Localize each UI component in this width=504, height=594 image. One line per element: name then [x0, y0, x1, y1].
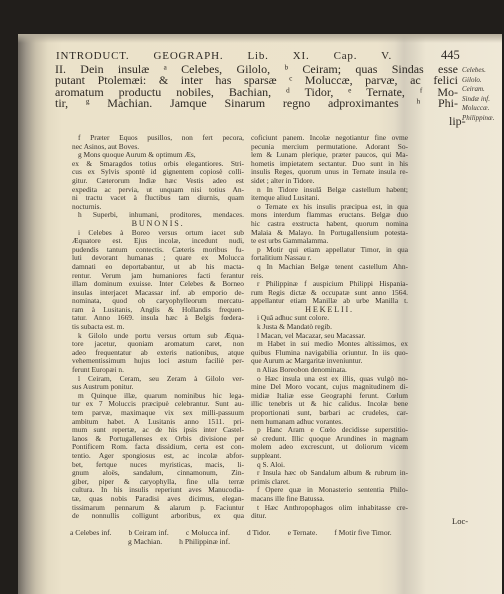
commentary-line: tem parvæ, maximaque vix sex milli-passuum: [72, 409, 244, 417]
commentary-line: que Aurum ac Margaritæ inveniuntur.: [251, 357, 363, 366]
commentary-left-column: [72, 134, 244, 521]
main-text: [55, 64, 458, 110]
commentary-line: r Philippinæ f auspicium Philippi Hispania-: [257, 280, 408, 289]
commentary-line: mons interdum flammas eructans. Belgæ duo: [251, 211, 408, 220]
main-text-line: putant Ptolemæi: & inter has sparsæ ᶜ Moluccæ, parvæ, ac felici: [55, 75, 458, 88]
commentary-line: pudendis tantum contectis. Cæteris moribus fu-: [72, 245, 244, 254]
commentary-line: sidet ; alter in Tidore.: [251, 176, 315, 185]
commentary-line: cus ex Sylvis spontè id gignentem copiosè colli-: [72, 168, 244, 177]
commentary-line: coficiunt panem. Incolæ negotiantur fine ovme: [251, 134, 408, 142]
commentary-line: fortalitium Nassau r.: [251, 254, 312, 263]
commentary-line: tur ex 7 Moluccis præcipuè celebrantur. Sunt au-: [72, 400, 244, 409]
commentary-line: te est urbs Gammalamma.: [251, 237, 329, 246]
commentary-line: lanos & Portugallenses ex Orbis divisione per: [72, 434, 244, 443]
commentary-line: illam dominum exuisse. Inter Celebes & Borneo: [72, 280, 244, 289]
commentary-line: proportionati sunt, barbari ac crudeles, car-: [251, 409, 408, 417]
commentary-line: o Hæc insula una est ex illis, quas vulgò no-: [257, 374, 408, 383]
commentary-line: pecunia mercium permutatione. Adorant So-: [251, 142, 408, 151]
margin-note: Philippinæ.: [462, 113, 495, 122]
commentary-line: ex & Smaragdos totius orbis elegantiores. Stri-: [72, 159, 244, 168]
commentary-line: l Ceiram, Ceram, seu Zeram à Gilolo ver-: [78, 374, 244, 383]
commentary-line: adeo frequentatur ab exteris nationibus, atque: [72, 348, 244, 357]
commentary-line: vehementissimum hujus loci æstum faciliè per-: [72, 357, 244, 366]
commentary-line: ram à Lusitanis, Anglis & Hollandis frequen-: [72, 305, 244, 314]
page-number: 445: [441, 48, 460, 62]
commentary-line: tatur. Anno 1669. insula hæc à Belgis fœdera-: [72, 314, 244, 323]
commentary-line: gitur. Cæterorum Indiæ hæc Vestis adeo est: [72, 176, 244, 185]
footnote: a Celebes inf.: [70, 528, 112, 537]
margin-note: Moluccæ.: [462, 104, 490, 112]
commentary-line: p Motir qui etiam appellatur Timor, in qua: [257, 245, 408, 254]
footnote: d Tidor.: [246, 528, 271, 537]
commentary-line: Malaia & Malayo. In Portugallensium potesta-: [251, 228, 408, 237]
commentary-line: primis claret.: [251, 477, 290, 486]
commentary-line: p Hanc Aram e Cœlo decidisse superstitio-: [257, 426, 408, 435]
commentary-line: luti devorant humanas ; quare ex Molucca: [72, 254, 244, 263]
commentary-line: n In Tidore insulâ Belgæ castellum habent;: [257, 185, 408, 194]
commentary-line: appellantur etiam Manillæ ab urbe Manilla t.: [251, 297, 408, 306]
commentary-line: mine Del Moro vocant, cujus magnitudinem di-: [251, 383, 408, 392]
main-text-line: tir, ᵍ Machian. Jamque Sinarum regno adproximantes ʰ Phi-: [55, 98, 458, 111]
commentary-line: sus Austrum ponitur.: [72, 383, 134, 392]
footnote-row: [128, 537, 247, 546]
commentary-line: m Quinque illæ, quarum nominibus hic lega-: [78, 391, 244, 400]
main-text-line: aromatum productu nobiles, Bachian, ᵈ Tidor, ᵉ Ternate, ᶠ Mo-: [55, 86, 458, 99]
commentary-line: hic castra exstructa habent, quorum nomina: [251, 219, 408, 228]
commentary-line: illic tenebris ut & hic calidus. Incolæ bene: [251, 400, 408, 409]
commentary-line: ambitum habet. A Lusitanis anno 1511. pri-: [72, 417, 244, 426]
commentary-line: midiæ Italiæ esse Geographi ferunt. Cœlum: [251, 391, 408, 400]
commentary-line: mum sunt repertæ, ac de his ipsis inter Castel-: [72, 426, 244, 435]
commentary-line: damnati eo deportabantur, ut ab his macta-: [72, 262, 244, 271]
commentary-right-column: [251, 134, 408, 521]
margin-notes: [462, 66, 502, 123]
commentary-line: molem adeo excrescunt, ut doliorum vicem: [251, 443, 408, 452]
commentary-line: n Alias Boreobon denominata.: [257, 366, 347, 375]
margin-note: Gilolo.: [462, 75, 482, 84]
footnote-row: [70, 528, 409, 537]
footnote: b Ceiram inf.: [128, 528, 169, 537]
commentary-line: reis.: [251, 271, 264, 280]
commentary-line: o Ternate ex his insulis præcipua est, in qua: [257, 202, 408, 211]
commentary-line: lem & Lunam plerique, præter paucos, qui Ma-: [251, 151, 408, 160]
commentary-line: nec Asinos, aut Boves.: [72, 142, 140, 151]
commentary-line: rentur. Verum jam humaniores facti ferantur: [72, 271, 244, 280]
running-head: INTRODUCT. GEOGRAPH. Lib. XI. Cap. V.: [56, 50, 392, 62]
footnote: f Motir five Timor.: [334, 528, 392, 537]
commentary-line: cultura. In his insulis reperiunt aves Manucodia-: [72, 486, 244, 495]
commentary-line: expedita ac pervia, ut unquam nisi totius An-: [72, 185, 244, 194]
catchword: Loc-: [452, 516, 469, 526]
commentary-line: tæ, quas nobis Paradisi aves dicimus, elegan-: [72, 494, 244, 503]
commentary-line: k Justa & Mandatò regib.: [257, 323, 332, 332]
commentary-line: hometis impietatem sectantur. Duo sunt in his: [251, 159, 408, 168]
commentary-line: i Quâ adhuc sunt colore.: [257, 314, 330, 323]
commentary-line: f Præter Equos pusillos, non fert pecora,: [78, 134, 244, 142]
margin-note: Ceiram.: [462, 85, 485, 93]
section-heading: BUNONIS.: [131, 219, 185, 228]
footnote: h Philippinæ inf.: [179, 537, 231, 546]
main-text-line: II. Dein insulæ ᵃ Celebes, Gilolo, ᵇ Ceiram; quas Sindas esse: [55, 64, 458, 76]
commentary-line: itemque aliud Lusitani.: [251, 194, 320, 203]
commentary-line: rum Regis dictæ & occupatæ sunt anno 1564.: [251, 288, 408, 297]
commentary-line: g Mons quoque Aurum & optimum Æs,: [78, 151, 196, 160]
commentary-line: ditur.: [251, 512, 267, 521]
margin-note: Celebes.: [462, 66, 486, 74]
commentary-line: nem humanam adhuc vorantes.: [251, 417, 343, 426]
footnote: c Molucca inf.: [185, 528, 230, 537]
section-heading: HEKELII.: [305, 305, 354, 314]
commentary-line: gnum aloës, sandalum, cinnamonum, Zin-: [72, 469, 244, 478]
commentary-line: i Celebes à Boreo versus ortum iacet sub: [78, 228, 244, 237]
commentary-line: de nonnullis colligunt arboribus, ex qua: [72, 512, 244, 521]
commentary-line: ni tractu vacet à fluctibus tam diurnis, quam: [72, 194, 244, 203]
commentary-line: q S. Aloi.: [257, 460, 285, 469]
footnote: e Ternate.: [287, 528, 318, 537]
commentary-line: suppleant.: [251, 451, 282, 460]
margin-note: Sindæ inf.: [462, 94, 491, 103]
commentary-line: nominata, quod ob caryophylleorum mercatu-: [72, 297, 244, 306]
commentary-line: ferunt Europæi n.: [72, 366, 124, 375]
commentary-line: insulis Reges, quorum unus in Ternate insula re-: [251, 168, 408, 177]
commentary-line: m Habet in sui medio Montes altissimos, ex: [257, 340, 408, 349]
commentary-line: bet, fertque nuces myristicas, macis, li-: [72, 460, 244, 469]
commentary-line: tore jacetur, quoniam aromatum caret, non: [72, 340, 244, 349]
commentary-line: l Macan, vel Macazar, seu Macassar.: [257, 331, 366, 340]
commentary-line: sè credunt. Illic quoque Arundines in magnam: [251, 434, 408, 443]
commentary-line: macans ille fine Batussa.: [251, 494, 325, 503]
commentary-line: r Insula hæc ob Sandalum album & rubrum in-: [257, 469, 408, 478]
commentary-line: Pontificem Rom. facta dissidium, certa est con-: [72, 443, 244, 452]
commentary-line: q In Machian Belgæ tenent castellum Ahn-: [257, 262, 408, 271]
commentary-line: Æquatore est. Ejus incolæ, incedunt nudi,: [72, 237, 244, 246]
commentary-line: t Hæc Anthropophagos olim inhabitasse cre-: [257, 503, 408, 512]
commentary-line: h Superbi, inhumani, proditores, mendaces.: [78, 211, 244, 220]
footnote: g Machian.: [128, 537, 163, 546]
commentary-line: giber, piper & caryophylla, fine ulla terræ: [72, 477, 244, 486]
commentary-line: k Gilolo unde portu versus ortum sub Æqua-: [78, 331, 244, 340]
commentary-line: insulas interjacet Macassar inf. ab emporio de-: [72, 288, 244, 297]
commentary-line: tis subacta est. m.: [72, 323, 125, 332]
commentary-line: tissimarum pennarum & alarum p. Faciuntur: [72, 503, 244, 512]
commentary-line: tentio. Ager spongiosus est, ac incolæ abfor-: [72, 451, 244, 460]
commentary-line: f Opere quæ in Monasterio sententia Philo-: [257, 486, 408, 495]
commentary-line: nocturnis.: [72, 202, 102, 211]
commentary-line: quibus Flumina navigabilia oriuntur. In iis quo-: [251, 348, 408, 357]
main-text-last-fragment: lip-: [449, 114, 466, 128]
